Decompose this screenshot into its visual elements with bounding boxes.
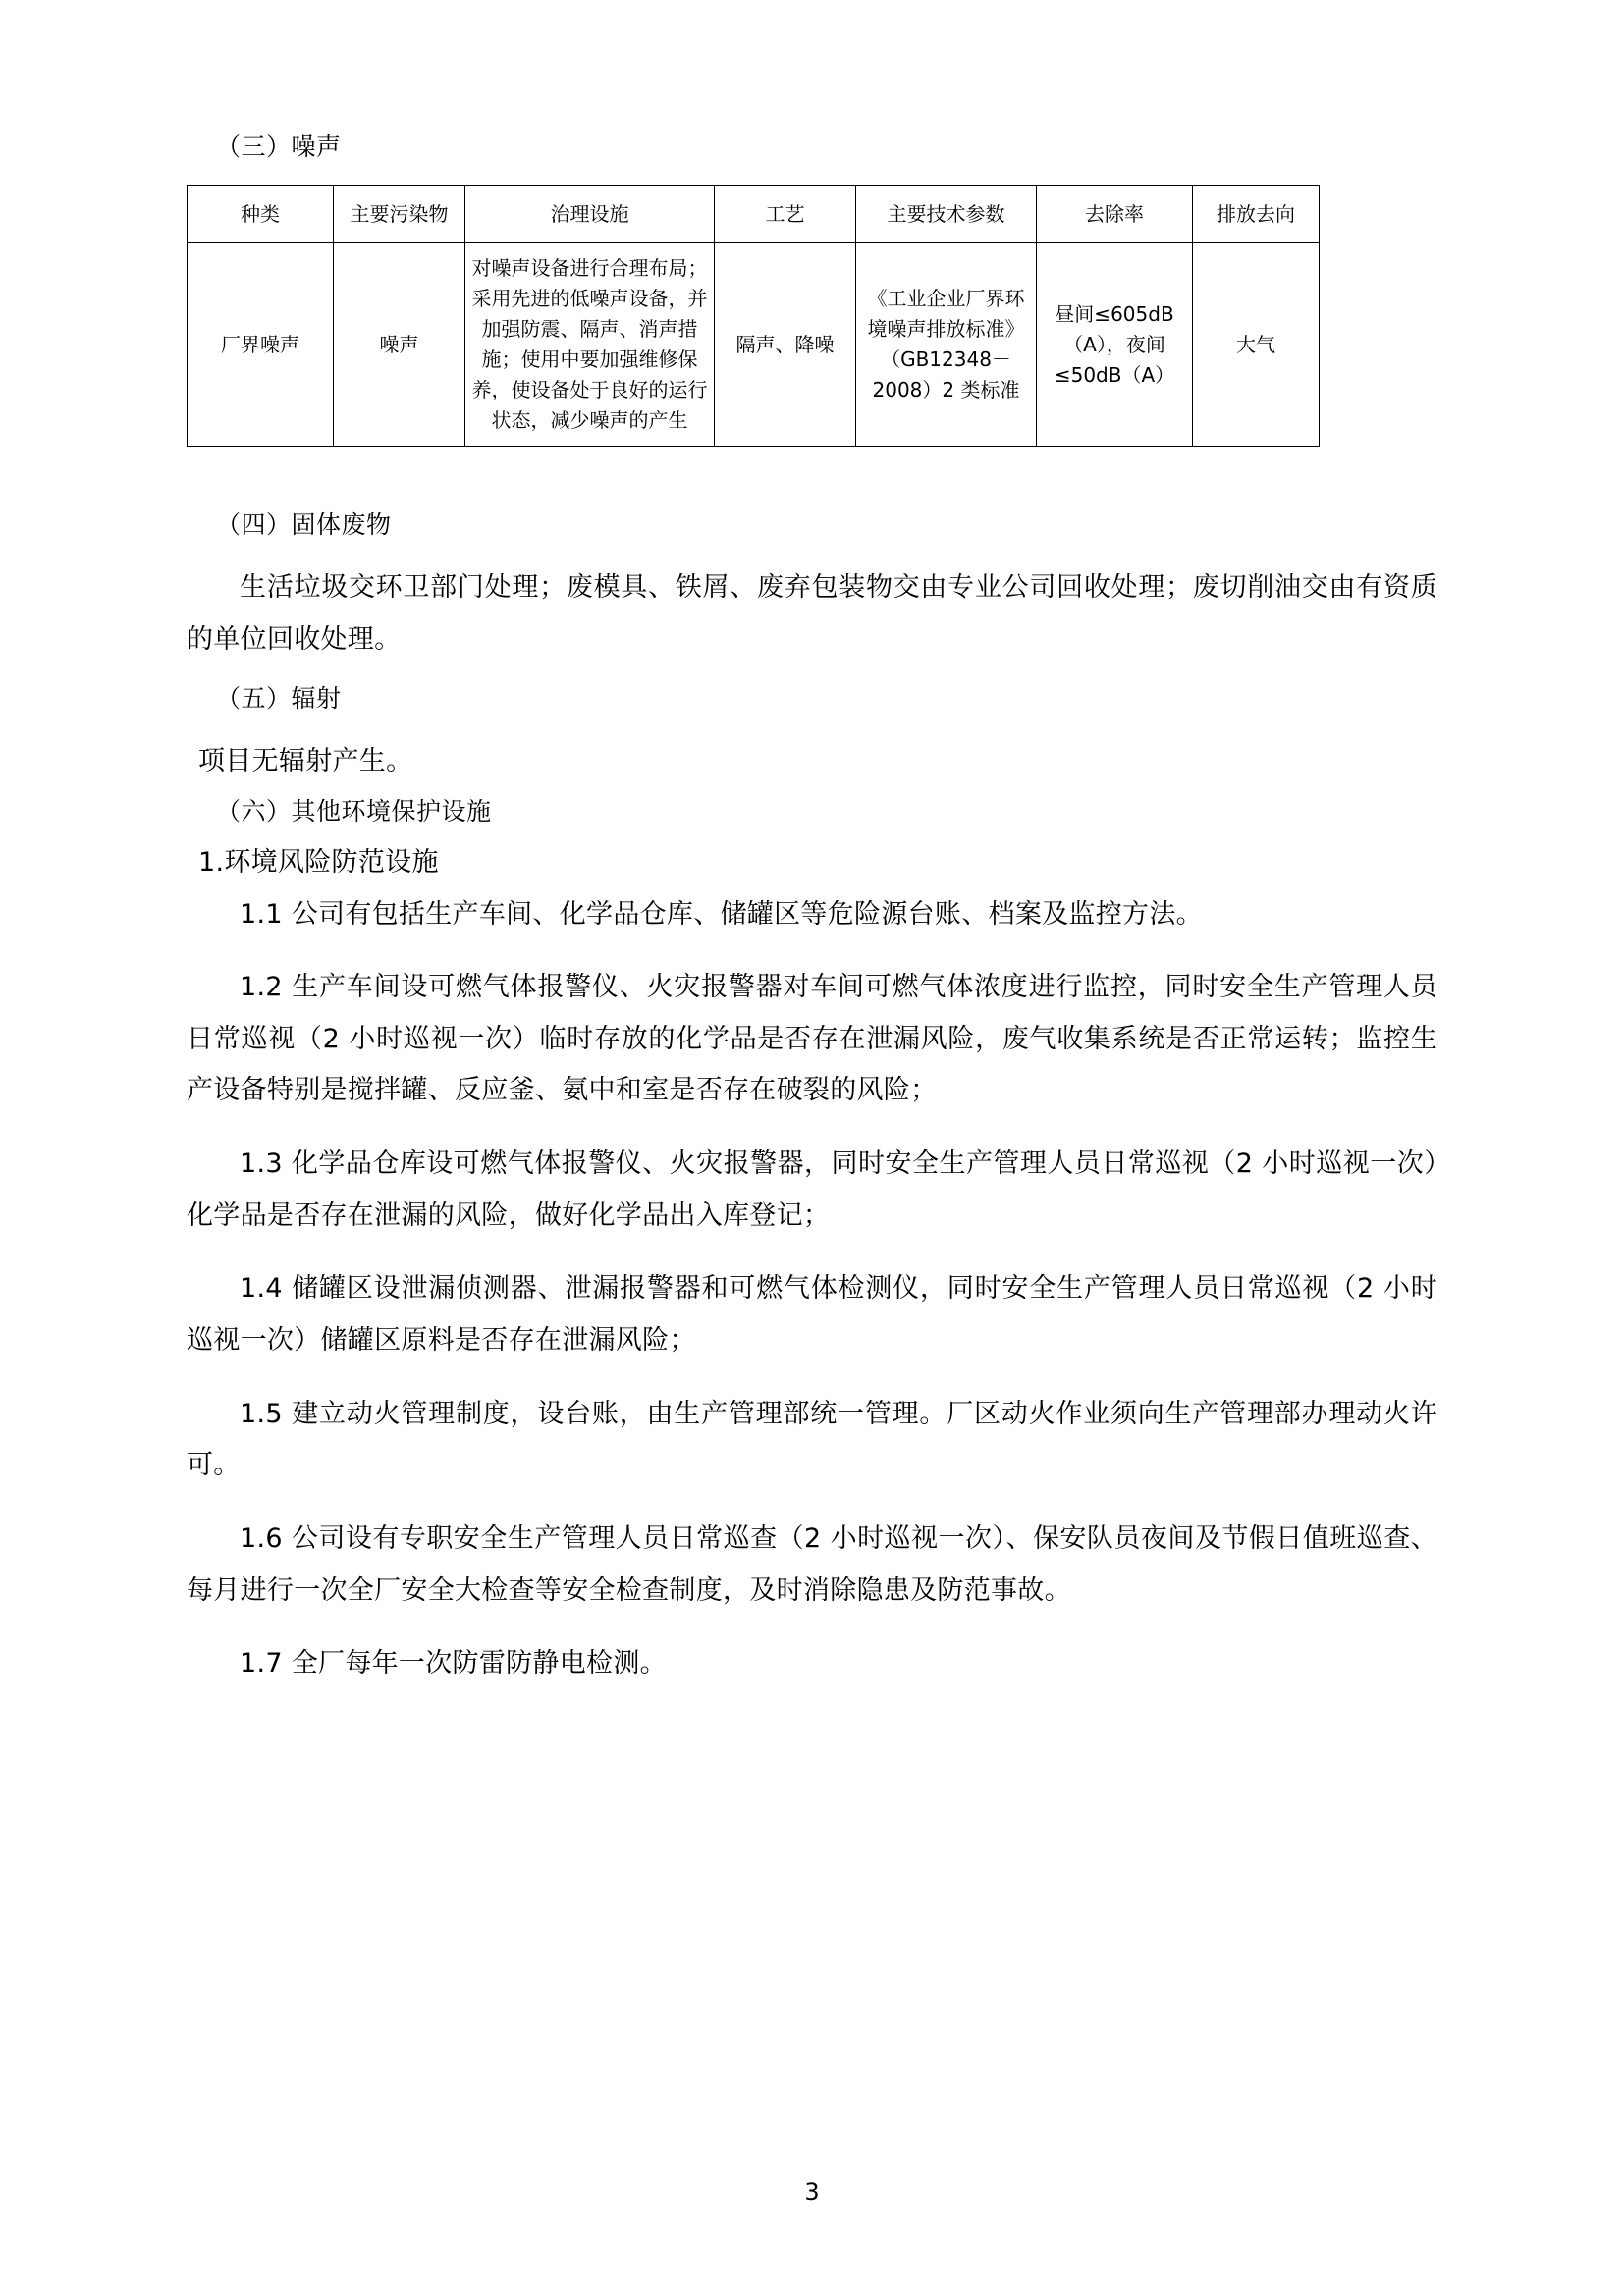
cell-discharge: 大气: [1193, 243, 1320, 447]
header-type: 种类: [188, 186, 334, 243]
list-item: 1.2 生产车间设可燃气体报警仪、火灾报警器对车间可燃气体浓度进行监控，同时安全生产管理人员日常巡视（2 小时巡视一次）临时存放的化学品是否存在泄漏风险，废气收集系统是否正常运转；监控生产设备特别是搅拌罐、反应釜、氨中和室是否存在破裂的风险；: [187, 972, 1437, 1106]
list-item: 1.5 建立动火管理制度，设台账，由生产管理部统一管理。厂区动火作业须向生产管理部办理动火许可。: [187, 1398, 1437, 1481]
table-header-row: [188, 186, 1320, 243]
list-item: 1.4 储罐区设泄漏侦测器、泄漏报警器和可燃气体检测仪，同时安全生产管理人员日常巡视（2 小时巡视一次）储罐区原料是否存在泄漏风险；: [187, 1273, 1437, 1357]
table-spacer: [187, 447, 1437, 506]
cell-process: 隔声、降噪: [715, 243, 856, 447]
cell-pollutant: 噪声: [334, 243, 465, 447]
page-number: 3: [804, 2178, 820, 2206]
noise-control-table: [187, 185, 1320, 447]
table-row: [188, 243, 1320, 447]
table-body: [188, 243, 1320, 447]
list-item: 1.6 公司设有专职安全生产管理人员日常巡查（2 小时巡视一次）、保安队员夜间及节假日值班巡查、每月进行一次全厂安全大检查等安全检查制度，及时消除隐患及防范事故。: [187, 1522, 1437, 1606]
section-heading-radiation: （五）辐射: [216, 684, 342, 714]
cell-type: 厂界噪声: [188, 243, 334, 447]
cell-parameters: 《工业企业厂界环境噪声排放标准》（GB12348－2008）2 类标准: [856, 243, 1037, 447]
paragraph-solid-waste: 生活垃圾交环卫部门处理；废模具、铁屑、废弃包装物交由专业公司回收处理；废切削油交由有资质的单位回收处理。: [187, 572, 1437, 655]
list-item: 1.7 全厂每年一次防雷防静电检测。: [240, 1648, 667, 1680]
paragraph-radiation: 项目无辐射产生。: [198, 746, 413, 777]
header-discharge: 排放去向: [1193, 186, 1320, 243]
header-facility: 治理设施: [465, 186, 715, 243]
cell-facility: 对噪声设备进行合理布局；采用先进的低噪声设备，并加强防震、隔声、消声措施；使用中要加强维修保养，使设备处于良好的运行状态，减少噪声的产生: [465, 243, 715, 447]
subheading-risk-facilities: 1.环境风险防范设施: [198, 846, 439, 878]
list-item: 1.1 公司有包括生产车间、化学品仓库、储罐区等危险源台账、档案及监控方法。: [240, 898, 1203, 930]
header-pollutant: 主要污染物: [334, 186, 465, 243]
section-heading-solid-waste: （四）固体废物: [216, 510, 392, 539]
header-parameters: 主要技术参数: [856, 186, 1037, 243]
cell-removal-rate: 昼间≤605dB（A），夜间≤50dB（A）: [1037, 243, 1193, 447]
section-heading-other: （六）其他环境保护设施: [216, 796, 492, 826]
header-process: 工艺: [715, 186, 856, 243]
section-heading-noise: （三）噪声: [216, 133, 342, 161]
header-removal-rate: 去除率: [1037, 186, 1193, 243]
list-item: 1.3 化学品仓库设可燃气体报警仪、火灾报警器，同时安全生产管理人员日常巡视（2 小时巡视一次）化学品是否存在泄漏的风险，做好化学品出入库登记；: [187, 1148, 1437, 1231]
table-header: [188, 186, 1320, 243]
